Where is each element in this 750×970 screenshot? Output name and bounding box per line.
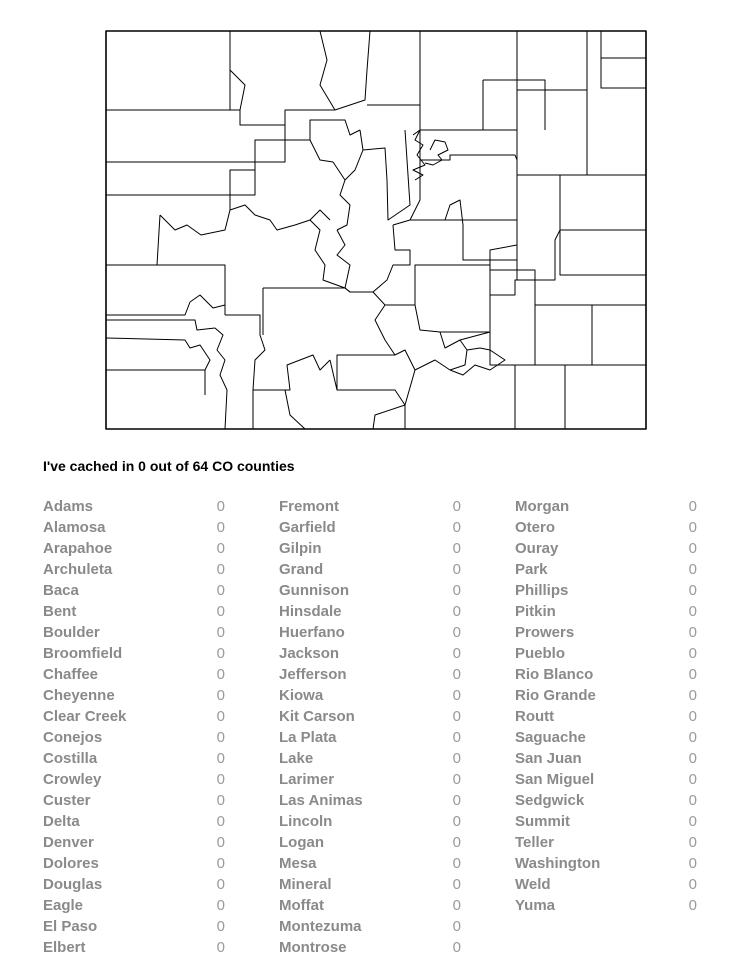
county-count: 0: [688, 645, 697, 662]
county-name: Crowley: [43, 771, 102, 788]
county-name: Pitkin: [515, 603, 556, 620]
county-count: 0: [216, 519, 225, 536]
county-count: 0: [216, 939, 225, 956]
county-count: 0: [216, 540, 225, 557]
county-row[interactable]: [43, 540, 225, 561]
county-name: Elbert: [43, 939, 86, 956]
county-row[interactable]: [43, 624, 225, 645]
county-name: Cheyenne: [43, 687, 115, 704]
county-count: 0: [688, 519, 697, 536]
county-boundary: [230, 70, 245, 110]
county-count: 0: [688, 876, 697, 893]
county-row[interactable]: [43, 645, 225, 666]
county-name: San Miguel: [515, 771, 595, 788]
county-count: 0: [216, 708, 225, 725]
county-boundary: [285, 31, 370, 162]
county-name: Kiowa: [279, 687, 324, 704]
county-boundary: [393, 160, 420, 225]
county-boundary: [395, 350, 415, 405]
county-row[interactable]: [43, 876, 225, 897]
county-name: San Juan: [515, 750, 582, 767]
county-boundary: [425, 140, 448, 165]
county-boundary: [157, 215, 225, 315]
county-name: Alamosa: [43, 519, 106, 536]
county-count: 0: [688, 561, 697, 578]
county-boundary: [225, 315, 265, 390]
county-row[interactable]: [279, 834, 461, 855]
county-name: Logan: [279, 834, 324, 851]
county-row[interactable]: [515, 708, 697, 729]
county-row[interactable]: [279, 561, 461, 582]
county-count: 0: [216, 750, 225, 767]
county-row[interactable]: [279, 708, 461, 729]
county-count: 0: [688, 687, 697, 704]
county-name: Lake: [279, 750, 314, 767]
county-row[interactable]: [515, 813, 697, 834]
county-row[interactable]: [43, 750, 225, 771]
county-name: Jefferson: [279, 666, 347, 683]
county-row[interactable]: [43, 897, 225, 918]
county-row[interactable]: [279, 876, 461, 897]
county-count: 0: [688, 813, 697, 830]
county-row[interactable]: [279, 582, 461, 603]
county-row[interactable]: [515, 666, 697, 687]
county-boundary: [160, 210, 230, 235]
county-row[interactable]: [515, 750, 697, 771]
county-name: Arapahoe: [43, 540, 113, 557]
county-row[interactable]: [515, 624, 697, 645]
county-boundary: [310, 220, 350, 288]
county-count: 0: [452, 771, 461, 788]
county-row[interactable]: [43, 918, 225, 939]
county-count: 0: [688, 666, 697, 683]
county-boundary: [320, 31, 335, 110]
county-count: 0: [216, 624, 225, 641]
county-boundary: [387, 130, 410, 220]
county-name: Baca: [43, 582, 79, 599]
county-count: 0: [216, 666, 225, 683]
county-count: 0: [452, 876, 461, 893]
county-row[interactable]: [279, 939, 461, 960]
county-name: Mineral: [279, 876, 332, 893]
county-count: 0: [216, 561, 225, 578]
county-name: Huerfano: [279, 624, 345, 641]
summary-suffix: CO counties: [208, 458, 295, 474]
county-boundary: [106, 338, 210, 370]
county-row[interactable]: [279, 792, 461, 813]
county-count: 0: [688, 855, 697, 872]
county-boundaries: [106, 31, 646, 429]
county-name: Grand: [279, 561, 324, 578]
county-boundary: [330, 360, 337, 390]
county-name: Las Animas: [279, 792, 363, 809]
county-row[interactable]: [515, 603, 697, 624]
county-row[interactable]: [515, 645, 697, 666]
county-name: Park: [515, 561, 548, 578]
county-count: 0: [688, 729, 697, 746]
county-name: Montezuma: [279, 918, 362, 935]
county-name: Fremont: [279, 498, 339, 515]
county-count: 0: [688, 540, 697, 557]
county-name: Kit Carson: [279, 708, 355, 725]
county-boundary: [483, 80, 545, 130]
county-row[interactable]: [515, 687, 697, 708]
county-boundary: [263, 288, 395, 355]
county-name: El Paso: [43, 918, 98, 935]
county-name: Montrose: [279, 939, 347, 956]
county-count: 0: [216, 792, 225, 809]
county-count: 0: [452, 540, 461, 557]
county-name: Bent: [43, 603, 77, 620]
county-boundary: [385, 305, 467, 370]
county-name: Weld: [515, 876, 551, 893]
county-name: Archuleta: [43, 561, 113, 578]
county-boundary: [490, 230, 560, 295]
county-name: Morgan: [515, 498, 570, 515]
county-row[interactable]: [515, 540, 697, 561]
county-row[interactable]: [279, 519, 461, 540]
county-boundary: [106, 110, 285, 162]
county-name: Douglas: [43, 876, 103, 893]
county-boundary: [601, 31, 646, 58]
county-count: 0: [452, 582, 461, 599]
county-boundary: [285, 390, 305, 429]
county-row[interactable]: [43, 687, 225, 708]
county-row[interactable]: [43, 498, 225, 519]
county-row[interactable]: [279, 645, 461, 666]
county-boundary: [490, 270, 535, 295]
county-name: Adams: [43, 498, 94, 515]
county-boundary: [413, 130, 425, 180]
county-row[interactable]: [515, 519, 697, 540]
county-name: Boulder: [43, 624, 100, 641]
county-boundary: [106, 370, 205, 395]
county-count: 0: [452, 666, 461, 683]
county-boundary: [310, 130, 363, 180]
county-boundary: [413, 105, 420, 135]
county-name: Custer: [43, 792, 91, 809]
county-row[interactable]: [515, 498, 697, 519]
county-name: Routt: [515, 708, 555, 725]
county-count: 0: [452, 519, 461, 536]
county-name: Rio Grande: [515, 687, 596, 704]
county-name: Chaffee: [43, 666, 99, 683]
county-name: Saguache: [515, 729, 586, 746]
county-name: Summit: [515, 813, 571, 830]
county-count: 0: [452, 855, 461, 872]
county-count: 0: [452, 897, 461, 914]
county-count: 0: [216, 813, 225, 830]
county-boundary: [415, 265, 490, 305]
county-row[interactable]: [43, 561, 225, 582]
county-row[interactable]: [515, 897, 697, 918]
county-count: 0: [452, 687, 461, 704]
county-name: Teller: [515, 834, 554, 851]
county-name: Otero: [515, 519, 556, 536]
county-count: 0: [452, 813, 461, 830]
county-name: Washington: [515, 855, 601, 872]
county-row[interactable]: [515, 561, 697, 582]
county-row[interactable]: [515, 582, 697, 603]
county-row[interactable]: [43, 855, 225, 876]
county-name: Hinsdale: [279, 603, 342, 620]
county-row[interactable]: [43, 792, 225, 813]
county-name: Prowers: [515, 624, 575, 641]
colorado-county-map[interactable]: [105, 30, 647, 430]
county-boundary: [445, 220, 517, 280]
county-name: Eagle: [43, 897, 84, 914]
county-boundary: [255, 120, 360, 140]
cached-summary: [43, 458, 295, 474]
county-count: 0: [216, 918, 225, 935]
county-column-3: [515, 498, 697, 918]
county-count: 0: [452, 750, 461, 767]
county-count: 0: [688, 792, 697, 809]
county-count: 0: [688, 582, 697, 599]
county-count: 0: [688, 498, 697, 515]
county-row[interactable]: [279, 540, 461, 561]
county-boundary: [367, 31, 420, 105]
county-name: Sedgwick: [515, 792, 585, 809]
county-count: 0: [216, 729, 225, 746]
county-row[interactable]: [515, 834, 697, 855]
cached-count: 0: [138, 458, 146, 474]
county-row[interactable]: [43, 834, 225, 855]
county-row[interactable]: [279, 750, 461, 771]
county-row[interactable]: [43, 708, 225, 729]
county-row[interactable]: [515, 729, 697, 750]
county-name: Conejos: [43, 729, 103, 746]
county-count: 0: [452, 645, 461, 662]
county-name: Rio Blanco: [515, 666, 594, 683]
county-boundary: [450, 348, 505, 375]
county-row[interactable]: [515, 771, 697, 792]
county-boundary: [490, 365, 565, 429]
county-row[interactable]: [279, 771, 461, 792]
county-name: Lincoln: [279, 813, 333, 830]
county-column-2: [279, 498, 461, 960]
county-row[interactable]: [43, 771, 225, 792]
county-boundary: [601, 58, 646, 88]
county-row[interactable]: [43, 813, 225, 834]
county-name: Gunnison: [279, 582, 349, 599]
county-row[interactable]: [43, 939, 225, 960]
county-count: 0: [688, 834, 697, 851]
county-row[interactable]: [43, 519, 225, 540]
county-row[interactable]: [43, 729, 225, 750]
county-count: 0: [452, 708, 461, 725]
county-boundary: [337, 355, 405, 429]
county-count: 0: [688, 603, 697, 620]
county-count: 0: [216, 582, 225, 599]
county-row[interactable]: [515, 855, 697, 876]
county-count: 0: [688, 624, 697, 641]
county-count: 0: [452, 561, 461, 578]
county-row[interactable]: [279, 897, 461, 918]
county-boundary: [460, 332, 490, 340]
county-name: Clear Creek: [43, 708, 127, 725]
county-count: 0: [216, 603, 225, 620]
county-boundary: [440, 295, 490, 332]
county-name: Yuma: [515, 897, 556, 914]
county-count: 0: [452, 729, 461, 746]
county-boundary: [106, 320, 215, 330]
county-boundary: [230, 140, 255, 210]
county-count: 0: [688, 771, 697, 788]
county-boundary: [106, 295, 225, 315]
county-row[interactable]: [279, 498, 461, 519]
county-name: Ouray: [515, 540, 559, 557]
county-name: Garfield: [279, 519, 336, 536]
county-row[interactable]: [43, 666, 225, 687]
county-count: 0: [216, 771, 225, 788]
county-boundary: [215, 328, 227, 429]
county-count: 0: [452, 939, 461, 956]
county-count: 0: [452, 792, 461, 809]
county-name: Mesa: [279, 855, 317, 872]
county-count: 0: [216, 855, 225, 872]
county-row[interactable]: [279, 603, 461, 624]
county-row[interactable]: [515, 792, 697, 813]
county-name: Pueblo: [515, 645, 566, 662]
county-count: 0: [216, 645, 225, 662]
county-count: 0: [452, 918, 461, 935]
county-boundary: [490, 332, 515, 429]
county-count: 0: [452, 834, 461, 851]
county-row[interactable]: [279, 666, 461, 687]
county-name: La Plata: [279, 729, 337, 746]
summary-prefix: I've cached in: [43, 458, 139, 474]
county-row[interactable]: [279, 918, 461, 939]
county-name: Dolores: [43, 855, 99, 872]
county-row[interactable]: [43, 603, 225, 624]
county-map-svg: [105, 30, 647, 430]
county-boundary: [230, 205, 330, 230]
county-row[interactable]: [43, 582, 225, 603]
county-boundary: [420, 155, 517, 160]
county-count: 0: [216, 687, 225, 704]
county-count: 0: [216, 498, 225, 515]
county-count: 0: [216, 876, 225, 893]
county-boundary: [253, 355, 330, 390]
county-count: 0: [452, 603, 461, 620]
county-count: 0: [688, 750, 697, 767]
county-row[interactable]: [279, 729, 461, 750]
county-name: Gilpin: [279, 540, 322, 557]
county-boundary: [345, 225, 410, 292]
county-name: Moffat: [279, 897, 324, 914]
total-count: 64: [192, 458, 209, 474]
county-name: Larimer: [279, 771, 335, 788]
county-boundary: [106, 140, 285, 195]
county-row[interactable]: [279, 813, 461, 834]
county-count: 0: [216, 897, 225, 914]
county-boundary: [337, 180, 350, 230]
county-name: Delta: [43, 813, 80, 830]
county-name: Phillips: [515, 582, 569, 599]
summary-middle: out of: [145, 458, 193, 474]
county-name: Jackson: [279, 645, 340, 662]
county-boundary: [560, 175, 646, 275]
county-count: 0: [452, 624, 461, 641]
county-name: Denver: [43, 834, 94, 851]
county-count: 0: [688, 897, 697, 914]
county-count: 0: [688, 708, 697, 725]
county-row[interactable]: [279, 687, 461, 708]
county-boundary: [363, 148, 387, 180]
county-name: Broomfield: [43, 645, 123, 662]
county-row[interactable]: [279, 624, 461, 645]
county-name: Costilla: [43, 750, 98, 767]
county-row[interactable]: [279, 855, 461, 876]
county-count: 0: [216, 834, 225, 851]
county-column-1: [43, 498, 225, 960]
county-count: 0: [452, 498, 461, 515]
county-row[interactable]: [515, 876, 697, 897]
